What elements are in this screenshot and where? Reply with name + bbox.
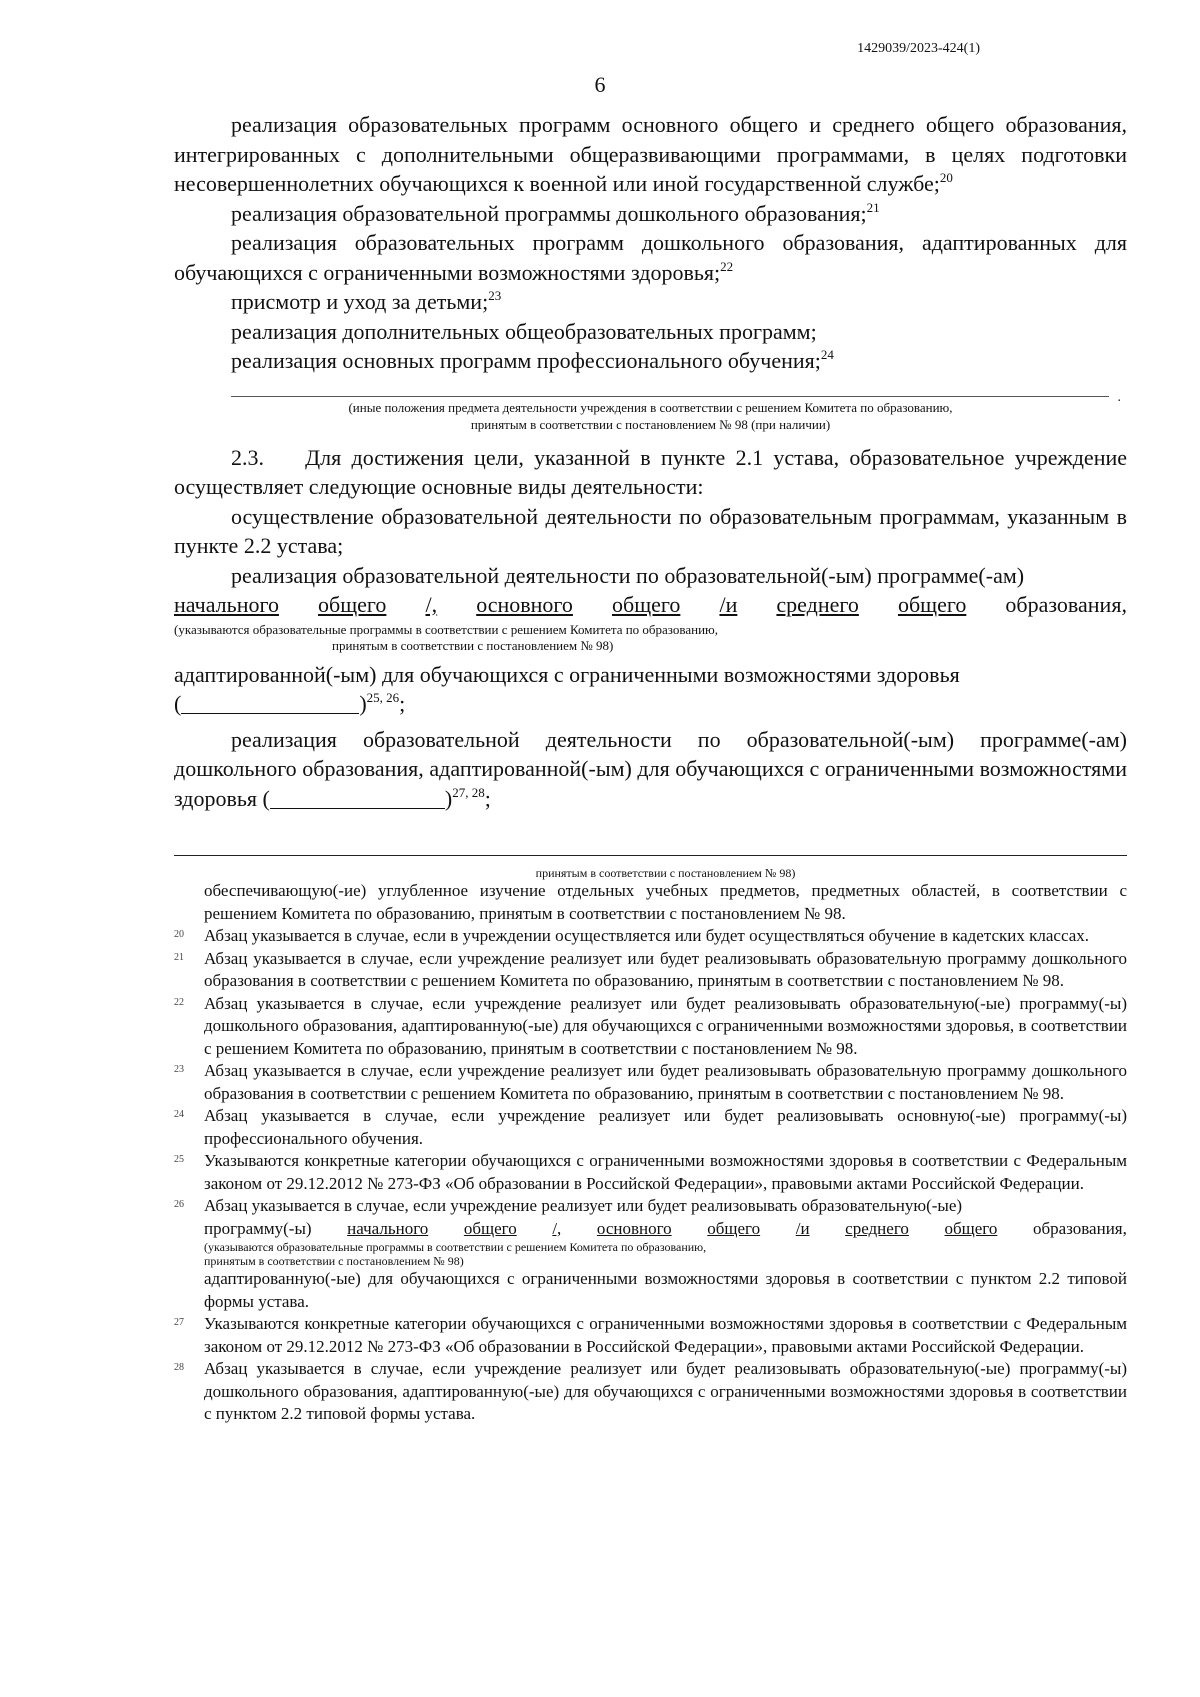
program-level-line: программу(-ы) начального общего /, основного общего /и среднего общего образования,: [204, 1218, 1127, 1238]
footnote-ref: 21: [866, 199, 880, 215]
footnote-25: 25 Указываются конкретные категории обучающихся с ограниченными возможностями здоровья в соответствии с Федеральным законом от 29.12.2012 № 273-ФЗ «Об образовании в Российской Федерации», правовыми актами Российской Федерации.: [174, 1151, 1127, 1193]
footnote-ref: 27, 28: [452, 784, 485, 800]
paragraph: реализация образовательных программ основного общего и среднего общего образования, интегрированных с дополнительными общеразвивающими программами, в целях подготовки несовершеннолетних обучающихся к военной или иной государственной службе;$^{20}$: [174, 112, 1127, 196]
footnote-ref: 25, 26: [366, 690, 400, 705]
paragraph: реализация образовательных программ дошкольного образования, адаптированных для обучающихся с ограниченными возможностями здоровья;$^{22}$: [174, 230, 1127, 285]
footnote-continuation: обеспечивающую(-ие) углубленное изучение отдельных учебных предметов, предметных областей, в соответствии с решением Комитета по образованию, принятым в соответствии с постановлением № 98.: [204, 881, 1127, 923]
registration-number: 1429039/2023-424(1): [857, 41, 980, 56]
paragraph: реализация образовательной программы дошкольного образования;$^{21}$: [231, 199, 880, 226]
field-caption: (указываются образовательные программы в соответствии с решением Комитета по образованию, принятым в соответствии с постановлением № 98): [204, 1240, 707, 1268]
footnote-24: 24 Абзац указывается в случае, если учреждение реализует или будет реализовывать основную(-ые) программу(-ы) профессионального обучения.: [174, 1106, 1127, 1148]
footnote-ref: 23: [488, 288, 502, 303]
footnote-continuation-caption: принятым в соответствии с постановлением № 98): [535, 866, 796, 880]
paragraph: адаптированной(-ым) для обучающихся с ограниченными возможностями здоровья: [174, 661, 960, 687]
footnote-ref: 22: [720, 258, 734, 274]
blank-field: [270, 788, 445, 809]
page-number: 6: [594, 72, 606, 97]
footnotes: [174, 866, 1127, 1426]
field-caption: (иные положения предмета деятельности учреждения в соответствии с решением Комитета по образованию, принятым в соответствии с постановлением № 98 (при наличии): [348, 399, 953, 432]
footnote-ref: 20: [939, 170, 953, 185]
section-2-3: 2.3. Для достижения цели, указанной в пункте 2.1 устава, образовательное учреждение осуществляет следующие основные виды деятельности:: [174, 444, 1128, 499]
program-level-line: начального общего /, основного общего /и среднего общего образования,: [174, 592, 1127, 617]
fill-in-line: .: [231, 396, 1109, 397]
paragraph: ( )$^{25, 26}$;: [174, 690, 406, 716]
footnote-22: 22 Абзац указывается в случае, если учреждение реализует или будет реализовывать образовательную(-ые) программу(-ы) дошкольного образования, адаптированную(-ые) для обучающихся с ограниченными возможностями здоровья, в соответствии с решением Комитета по образованию, принятым в соответствии с постановлением № 98.: [174, 993, 1127, 1058]
footnote-20: 20 Абзац указывается в случае, если в учреждении осуществляется или будет осуществляться обучение в кадетских классах.: [174, 926, 1090, 945]
footnote-21: 21 Абзац указывается в случае, если учреждение реализует или будет реализовывать образовательную программу дошкольного образования в соответствии с решением Комитета по образованию, принятым в соответствии с постановлением № 98.: [174, 948, 1127, 990]
paragraph: реализация дополнительных общеобразовательных программ;: [231, 318, 817, 344]
footnote-27: 27 Указываются конкретные категории обучающихся с ограниченными возможностями здоровья в соответствии с Федеральным законом от 29.12.2012 № 273-ФЗ «Об образовании в Российской Федерации», правовыми актами Российской Федерации.: [174, 1314, 1127, 1356]
paragraph: осуществление образовательной деятельности по образовательным программам, указанным в пункте 2.2 устава;: [174, 503, 1127, 558]
blank-field: [181, 693, 359, 714]
paragraph: реализация основных программ профессионального обучения;$^{24}$: [231, 347, 834, 373]
footnote-26: 26 Абзац указывается в случае, если учреждение реализует или будет реализовывать образовательную(-ые) программу(-ы) начального общего /, основного общего /и среднего общего образования, (указываются образовательные программы в соответствии с решением Комитета по образованию, принятым в соответствии с постановлением № 98) адаптированную(-ые) для обучающихся с ограниченными возможностями здоровья в соответствии с пунктом 2.2 типовой формы устава.: [174, 1196, 1127, 1311]
paragraph: реализация образовательной деятельности по образовательной(-ым) программе(-ам): [231, 562, 1025, 588]
footnote-23: 23 Абзац указывается в случае, если учреждение реализует или будет реализовывать образовательную программу дошкольного образования в соответствии с решением Комитета по образованию, принятым в соответствии с постановлением № 98.: [174, 1061, 1127, 1103]
paragraph: реализация образовательной деятельности по образовательной(-ым) программе(-ам) дошкольного образования, адаптированной(-ым) для обучающихся с ограниченными возможностями здоровья ( )$^{27, 28}$;: [174, 726, 1127, 811]
field-caption: (указываются образовательные программы в соответствии с решением Комитета по образованию, принятым в соответствии с постановлением № 98): [174, 621, 718, 653]
paragraph: присмотр и уход за детьми;$^{23}$: [231, 288, 502, 314]
footnote-separator: [174, 855, 1127, 856]
footnote-28: 28 Абзац указывается в случае, если учреждение реализует или будет реализовывать образовательную(-ые) программу(-ы) дошкольного образования, адаптированную(-ые) для обучающихся с ограниченными возможностями здоровья в соответствии с пунктом 2.2 типовой формы устава.: [174, 1359, 1127, 1423]
footnote-ref: 24: [820, 347, 834, 362]
main-text: [174, 110, 1127, 813]
